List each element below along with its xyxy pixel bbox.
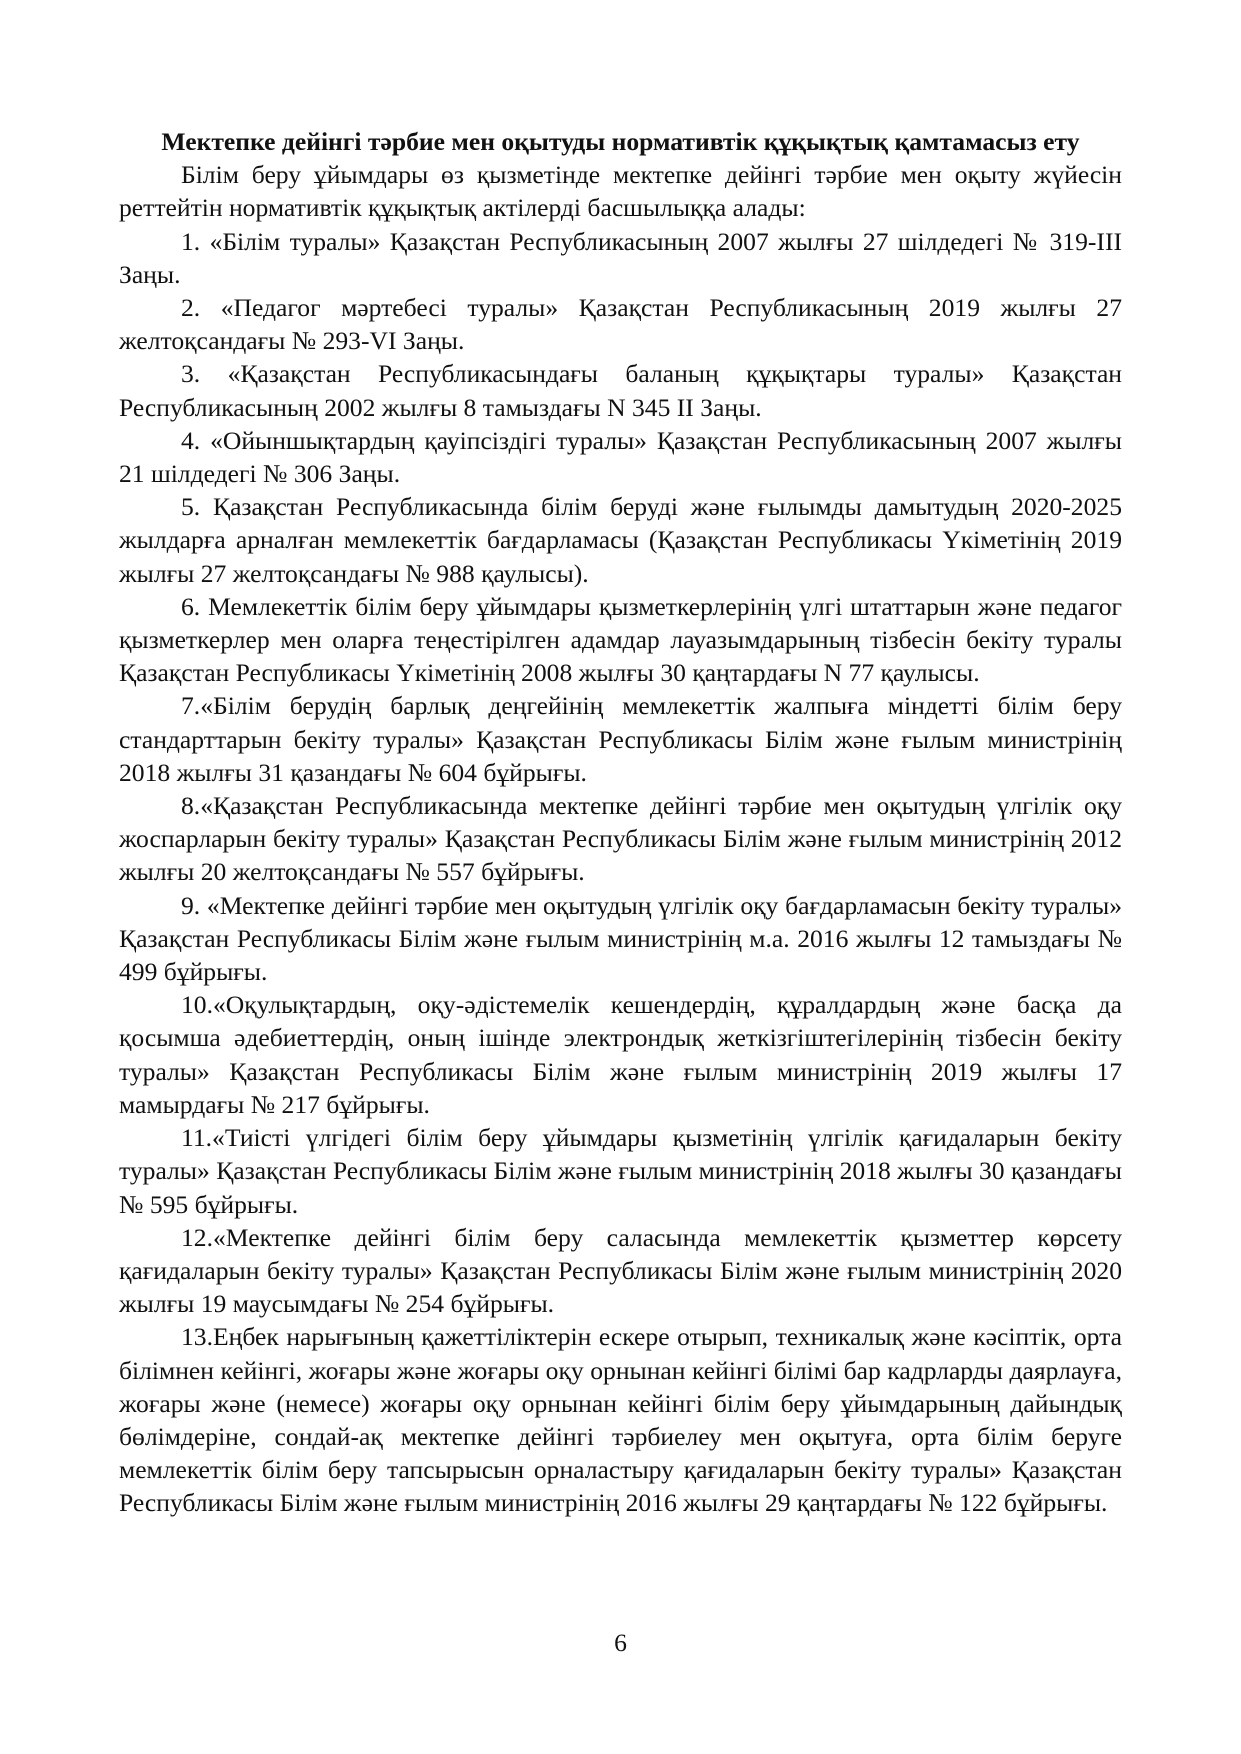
list-item-number: 4. [181,425,211,455]
list-item-number: 13. [181,1322,213,1352]
list-item-number: 11. [181,1123,213,1153]
intro-paragraph: Білім беру ұйымдары өз қызметінде мектепке дейінгі тәрбие мен оқыту жүйесін реттейтін нормативтік құқықтық актілерді басшылыққа алады: [119,160,1122,223]
list-item-number: 5. [181,492,213,522]
list-item-number: 1. [181,226,210,256]
list-item [119,1221,1122,1321]
list-item-number: 9. [181,890,207,920]
list-item-text: «Тиісті үлгідегі білім беру ұйымдары қызметінің үлгілік қағидаларын бекіту туралы» Қазақстан Республикасы Білім және ғылым министрінің 2018 жылғы 30 қазандағы № 595 бұйрығы. [119,1123,1122,1219]
list-item-text: «Педагог мәртебесі туралы» Қазақстан Республикасының 2019 жылғы 27 желтоқсандағы № 293-VI Заңы. [119,293,1122,356]
list-item [119,357,1122,423]
list-item-text: «Қазақстан Республикасындағы баланың құқықтары туралы» Қазақстан Республикасының 2002 жылғы 8 тамыздағы N 345 ІІ Заңы. [119,359,1123,422]
list-item-number: 10. [181,990,213,1020]
list-item-text: «Мектепке дейінгі білім беру саласында мемлекеттік қызметтер көрсету қағидаларын бекіту туралы» Қазақстан Республикасы Білім және ғылым министрінің 2020 жылғы 19 маусымдағы № 254 бұйрығы. [119,1222,1122,1319]
list-item [119,424,1122,490]
list-item-number: 8. [181,791,201,821]
list-item [119,291,1122,357]
list-item [119,225,1122,291]
list-item [119,689,1122,789]
list-item-text: «Оқулықтардың, оқу-әдістемелік кешендердің, құралдардың және басқа да қосымша әдебиеттердің, оның ішінде электрондық жеткізгіштегілерінің тізбесін бекіту туралы» Қазақстан Республикасы Білім және ғылым министрінің 2019 жылғы 17 мамырдағы № 217 бұйрығы. [119,990,1122,1119]
list-item-text: Қазақстан Республикасында білім беруді және ғылымды дамытудың 2020-2025 жылдарға арналған мемлекеттік бағдарламасы (Қазақстан Республикасы Үкіметінің 2019 жылғы 27 желтоқсандағы № 988 қаулысы). [119,492,1122,588]
document-title: Мектепке дейінгі тәрбие мен оқытуды нормативтік құқықтық қамтамасыз ету [161,127,1080,156]
list-item [119,789,1122,889]
list-item [119,1320,1122,1519]
list-item [119,988,1122,1121]
list-item-number: 3. [181,359,228,389]
list-item-text: «Қазақстан Республикасында мектепке дейінгі тәрбие мен оқытудың үлгілік оқу жоспарларын бекіту туралы» Қазақстан Республикасы Білім және ғылым министрінің 2012 жылғы 20 желтоқсандағы № 557 бұйрығы. [119,791,1122,887]
list-item-text: «Білім берудің барлық деңгейінің мемлекеттік жалпыға міндетті білім беру стандарттарын бекіту туралы» Қазақстан Республикасы Білім және ғылым министрінің 2018 жылғы 31 қазандағы № 604 бұйрығы. [119,691,1122,787]
list-item-text: «Мектепке дейінгі тәрбие мен оқытудың үлгілік оқу бағдарламасын бекіту туралы» Қазақстан Республикасы Білім және ғылым министрінің м.а. 2016 жылғы 12 тамыздағы № 499 бұйрығы. [119,890,1123,987]
list-item [119,490,1122,590]
page-number: 6 [614,1628,627,1657]
list-item [119,590,1122,690]
list-item-text: Мемлекеттік білім беру ұйымдары қызметкерлерінің үлгі штаттарын және педагог қызметкерлер мен оларға теңестірілген адамдар лауазымдарының тізбесін бекіту туралы Қазақстан Республикасы Үкіметінің 2008 жылғы 30 қаңтардағы N 77 қаулысы. [119,591,1122,688]
list-item-number: 12. [181,1222,213,1252]
list-item-text: «Ойыншықтардың қауіпсіздігі туралы» Қазақстан Республикасының 2007 жылғы 21 шілдедегі № 306 Заңы. [119,425,1123,489]
list-item-number: 2. [181,293,221,323]
document-body [119,125,1122,1520]
list-item-number: 7. [181,691,201,721]
list-item [119,1121,1122,1221]
list-item-number: 6. [181,591,209,621]
list-item-text: «Білім туралы» Қазақстан Республикасының 2007 жылғы 27 шілдедегі № 319-ІІІ Заңы. [119,226,1122,289]
list-item-text: Еңбек нарығының қажеттіліктерін ескере отырып, техникалық және кәсіптік, орта білімнен кейінгі, жоғары және жоғары оқу орнынан кейінгі білімі бар кадрларды даярлауға, жоғары және (немесе) жоғары оқу орнынан кейінгі білім беру ұйымдарының дайындық бөлімдеріне, сондай-ақ мектепке дейінгі тәрбиелеу мен оқытуға, орта білім беруге мемлекеттік білім беру тапсырысын орналастыру қағидаларын бекіту туралы» Қазақстан Республикасы Білім және ғылым министрінің 2016 жылғы 29 қаңтардағы № 122 бұйрығы. [119,1322,1122,1518]
list-item [119,889,1122,989]
